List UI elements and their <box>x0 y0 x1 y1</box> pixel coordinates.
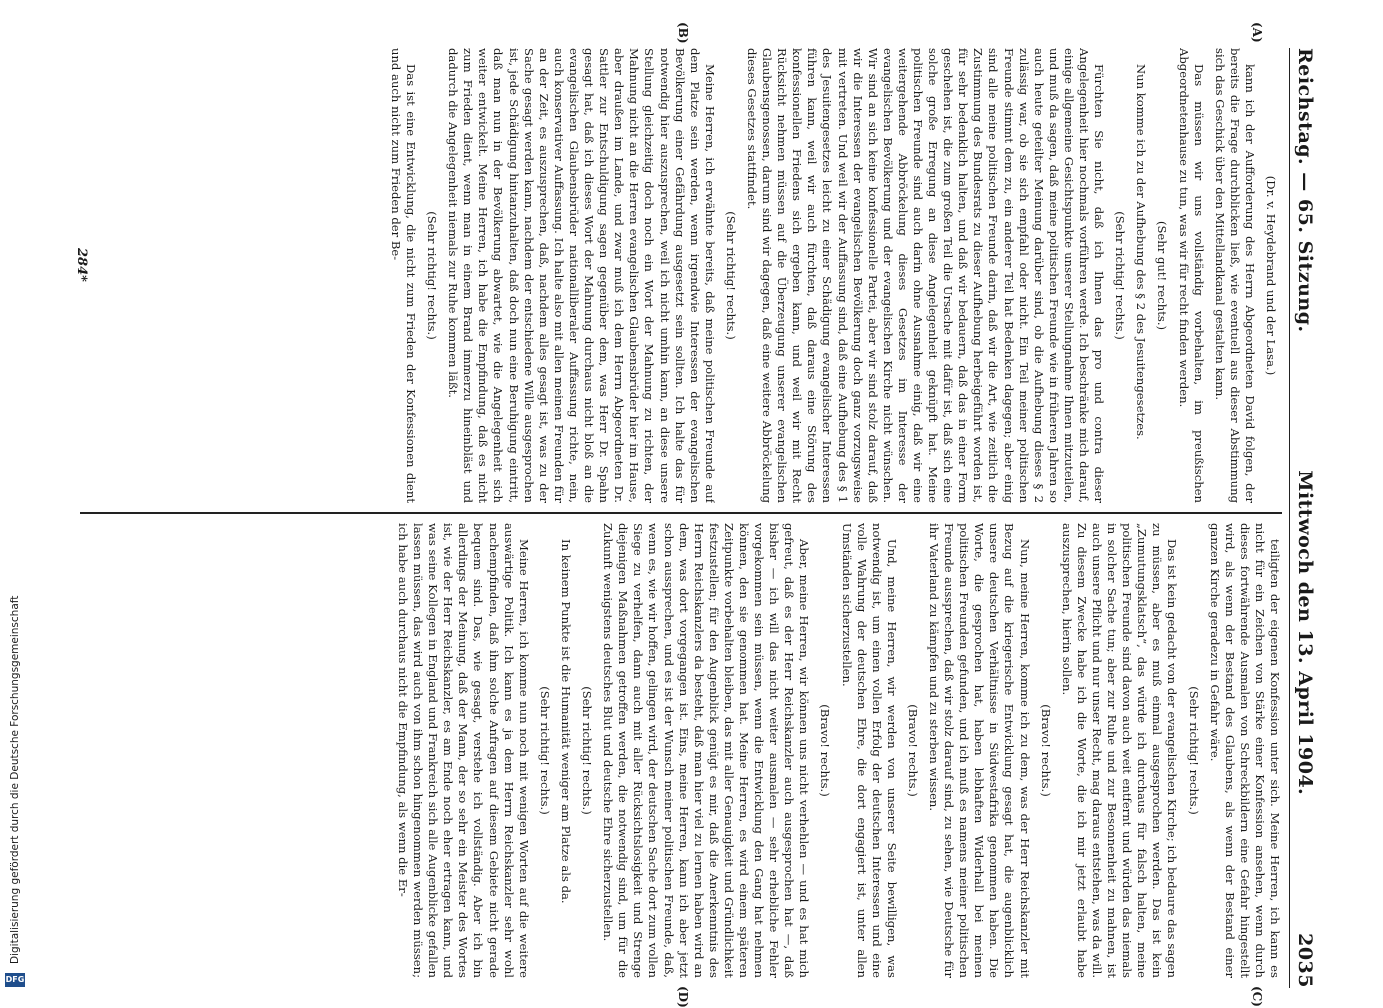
speaker-line: (Dr. v. Heydebrand und der Lasa.) <box>1264 175 1278 376</box>
credit-text: Digitalisierung gefördert durch die Deutsche Forschungsgemeinschaft <box>9 595 21 964</box>
paragraph: Nun, meine Herren, komme ich zu dem, was der Herr Reichskanzler mit Bezug auf die kriegerische Entwicklung gesagt hat, die augenblicklich unsere deutschen Verhältnisse in Südwestafrika genommen haben. Die Worte, die gesprochen hat, haben lebhaften Widerhall bei meinen politischen Freunden gefunden, und ich muß es namens meiner politischen Freunde aussprechen, daß wir stolz darauf sind, zu sehen, wie Deutsche für ihr Vaterland zu kämpfen und zu sterben wissen. <box>927 523 1032 978</box>
interjection: (Bravo! rechts.) <box>905 704 920 797</box>
left-paragraphs <box>388 48 1257 503</box>
header-left: Reichstag. — 65. Sitzung. <box>1294 48 1316 333</box>
dfg-logo: DFG <box>5 973 25 987</box>
document-page <box>60 8 1330 1008</box>
paragraph: Und, meine Herren, wir werden von unserer Seite bewilligen, was notwendig ist, um einen vollen Erfolg der deutschen Interessen und eine volle Wahrung der deutschen Ehre, die dort engagiert ist, unter allen Umständen sicherzustellen. <box>839 523 899 978</box>
margin-marker-b: (B) <box>676 22 690 44</box>
paragraph: In keinem Punkte ist die Humanität weniger am Platze als da. <box>558 539 573 904</box>
interjection: (Bravo! rechts.) <box>1038 704 1053 797</box>
column-divider <box>80 512 1282 514</box>
paragraph: Das müssen wir uns vollständig vorbehalten, im preußischen Abgeordnetenhause zu tun, was wir für recht finden werden. <box>1176 48 1206 503</box>
right-paragraphs <box>395 523 1282 978</box>
paragraph: Nun komme ich zu der Aufhebung des § 2 des Jesuitengesetzes. <box>1134 64 1149 440</box>
paragraph: Fürchten Sie nicht, daß ich Ihnen das pro und contra dieser Angelegenheit hier nochmals vorführen werde. Ich beschränke mich darauf, einige allgemeine Gesichtspunkte unserer Stellungnahme Ihnen mitzuteilen, und muß da sagen, daß meine politischen Freunde wie in früheren Jahren so auch heute geteilter Meinung darüber sind, ob die Aufhebung dieses § 2 zulässig war, ob sie sich empfahl oder nicht. Ein Teil meiner politischen Freunde stimmt dem zu, ein anderer Teil hat Bedenken dagegen; aber einig sind alle meine politischen Freunde darin, daß wir die Art, wie zeitlich die Zustimmung des Bundesrats zu dieser Aufhebung herbeigeführt worden ist, für sehr bedenklich halten, und daß wir bedauern, daß das in einer Form geschehen ist, die zum großen Teil die Ursache mit dafür ist, daß sich eine solche große Erregung an diese Angelegenheit geknüpft hat. Meine politischen Freunde sind auch darin ohne Ausnahme einig, daß wir eine weitergehende Abbröckelung dieses Gesetzes im Interesse der evangelischen Bevölkerung und der evangelischen Kirche nicht wünschen. Wir sind an sich keine konfessionelle Partei, aber wir sind stolz darauf, daß wir die Interessen der evangelischen Bevölkerung doch ganz vorzugsweise mit vertreten. Und weil wir der Auffassung sind, daß eine Aufhebung des § 1 des Jesuitengesetzes leicht zu einer Schädigung evangelischer Interessen führen kann, weil wir auch fürchten, daß daraus eine Störung des konfessionellen Friedens sich ergeben kann, und weil wir mit Recht Rücksicht nehmen müssen auf die Überzeugung unserer evangelischen Glaubensgenossen, darum sind wir dagegen, daß eine weitere Abbröckelung dieses Gesetzes stattfindet. <box>745 48 1107 503</box>
margin-marker-a: (A) <box>1250 22 1264 43</box>
interjection: (Bravo! rechts.) <box>818 704 833 797</box>
page-header <box>1289 48 1320 988</box>
paragraph: teiligten der eigenen Konfession unter sich. Meine Herren, ich kann es nicht für ein Zeichen von Stärke einer Konfession ansehen, wenn durch dieses fortwährende Ausmalen von Schreckbildern eine Gefahr hingestellt wird, als wenn der Bestand des Glaubens, als wenn der Bestand einer ganzen Kirche geradezu in Gefahr wäre. <box>1207 523 1282 978</box>
paragraph: kann ich der Aufforderung des Herrn Abgeordneten David folgen, der bereits die Frage durchblicken ließ, wie eventuell aus dieser Abstimmung sich das Geschick über den Mittellandkanal gestalten kann. <box>1212 48 1257 503</box>
interjection: (Sehr richtig! rechts.) <box>723 211 738 340</box>
paragraph: Meine Herren, ich komme nun noch mit wenigen Worten auf die weitere auswärtige Politik. Ich kann es ja dem Herrn Reichskanzler sehr wohl nachempfinden, daß ihm solche Anfragen auf diesem Gebiete nicht gerade bequem sind. Das, wie gesagt, verstehe ich vollständig. Aber ich bin allerdings der Meinung, daß der Mann, der so sehr ein Meister des Wortes ist, wie der Herr Reichskanzler, es am Ende noch eher ertragen kann, und was seine Kollegen in England und Frankreich sich alle Augenblicke gefallen lassen müssen, das wird auch von ihm schon hingenommen werden müssen; ich habe auch durchaus nicht die Empfindung, als wenn die Er- <box>396 523 531 978</box>
margin-marker-c: (C) <box>1250 986 1264 1007</box>
interjection: (Sehr richtig! rechts.) <box>425 211 440 340</box>
header-date: Mittwoch den 13. April 1904. <box>1294 470 1316 796</box>
sheet-signature: 284* <box>74 248 89 282</box>
credit-line <box>4 0 26 1000</box>
credit-strip <box>4 0 26 1000</box>
paragraph: Das ist eine Entwicklung, die nicht zum Frieden der Konfessionen dient und auch nicht zum Frieden der Be- <box>388 48 419 503</box>
interjection: (Sehr richtig! rechts.) <box>537 686 552 815</box>
paragraph: Das ist kein gedacht von der evangelischen Kirche; ich bedaure das sagen zu müssen, aber es muß einmal ausgesprochen werden. Das ist kein „Zumutungsklatsch“, das würde ich durchaus für falsch halten, meine politischen Freunde sind davon auch weit entfernt und würden das niemals in solcher Sache tun; aber zur Ruhe und zur Besonnenheit zu mahnen, ist auch unsere Pflicht und nur unser Recht, mag daraus entstehen, was da will. Zu diesem Zwecke habe ich die Worte, die ich mir jetzt erlaubt habe auszusprechen, hierin sollen. <box>1059 523 1180 978</box>
right-text-column <box>80 523 1282 978</box>
interjection: (Sehr richtig! rechts.) <box>1113 211 1128 340</box>
page-number: 2035 <box>1294 933 1316 988</box>
paragraph: Meine Herren, ich erwähnte bereits, daß meine politischen Freunde auf dem Platze sein werden, wenn irgendwie Interessen der evangelischen Bevölkerung einer Gefährdung ausgesetzt sein sollten. Ich halte das für notwendig hier auszusprechen, weil ich nicht umhin kann, an diese unsere Stellung gleichzeitig doch noch ein Wort der Mahnung zu richten, der Mahnung nicht an die Herren evangelischen Glaubensbrüder hier im Hause, aber draußen im Lande, und zwar muß ich dem Herrn Abgeordneten Dr. Sattler zur Entschuldigung sagen gegenüber dem, was Herr Dr. Spahn gesagt hat, daß ich dieses Wort der Mahnung durchaus nicht bloß an die evangelischen Glaubensbrüder nationalliberaler Auffassung richte, nein, auch konservativer Auffassung. Ich halte also mit allen meinen Freunden für an der Zeit, es auszusprechen, daß, nachdem alles gesagt ist, was zu der Sache gesagt werden kann, nachdem der entschiedene Wille ausgesprochen ist, jede Schädigung hintanzuhalten, daß doch nun eine Beruhigung eintritt, daß man nun in der Bevölkerung abwartet, wie die Angelegenheit sich weiter entwickelt. Meine Herren, ich habe die Empfindung, daß es nicht zum Frieden dient, wenn man in einem Brand immerzu hineinbläst und dadurch die Angelegenheit niemals zur Ruhe kommen läßt. <box>446 48 717 503</box>
interjection: (Sehr gut! rechts.) <box>1155 220 1170 331</box>
interjection: (Sehr richtig! rechts.) <box>1186 686 1201 815</box>
margin-marker-d: (D) <box>676 986 690 1008</box>
left-text-column <box>80 48 1282 503</box>
paragraph: Aber, meine Herren, wir können uns nicht verhehlen — und es hat mich gefreut, daß es der Herr Reichskanzler auch ausgesprochen hat —, daß bisher — ich will das nicht weiter ausmalen — sehr erhebliche Fehler vorgekommen sein müssen, wenn die Entwicklung den Gang hat nehmen können, den sie genommen hat. Meine Herren, es wird einem späteren Zeitpunkte vorbehalten bleiben, das mit aller Genauigkeit und Gründlichkeit festzustellen; für den Augenblick genügt es mir, daß die Anerkenntnis des Herrn Reichskanzlers da besteht, daß man hier viel zu lernen haben wird an dem, was dort vorgegangen ist. Eins, meine Herren, kann ich aber jetzt schon aussprechen, und es ist der Wunsch meiner politischen Freunde, daß, wenn es, wie wir hoffen, gelingen wird, der deutschen Sache dort zum vollen Siege zu verhelfen, dann auch mit aller Rücksichtslosigkeit und Strenge diejenigen Maßnahmen getroffen werden, die notwendig sind, um für die Zukunft wenigstens deutsches Blut und deutsche Ehre sicherzustellen. <box>601 523 812 978</box>
interjection: (Sehr richtig! rechts.) <box>580 686 595 815</box>
